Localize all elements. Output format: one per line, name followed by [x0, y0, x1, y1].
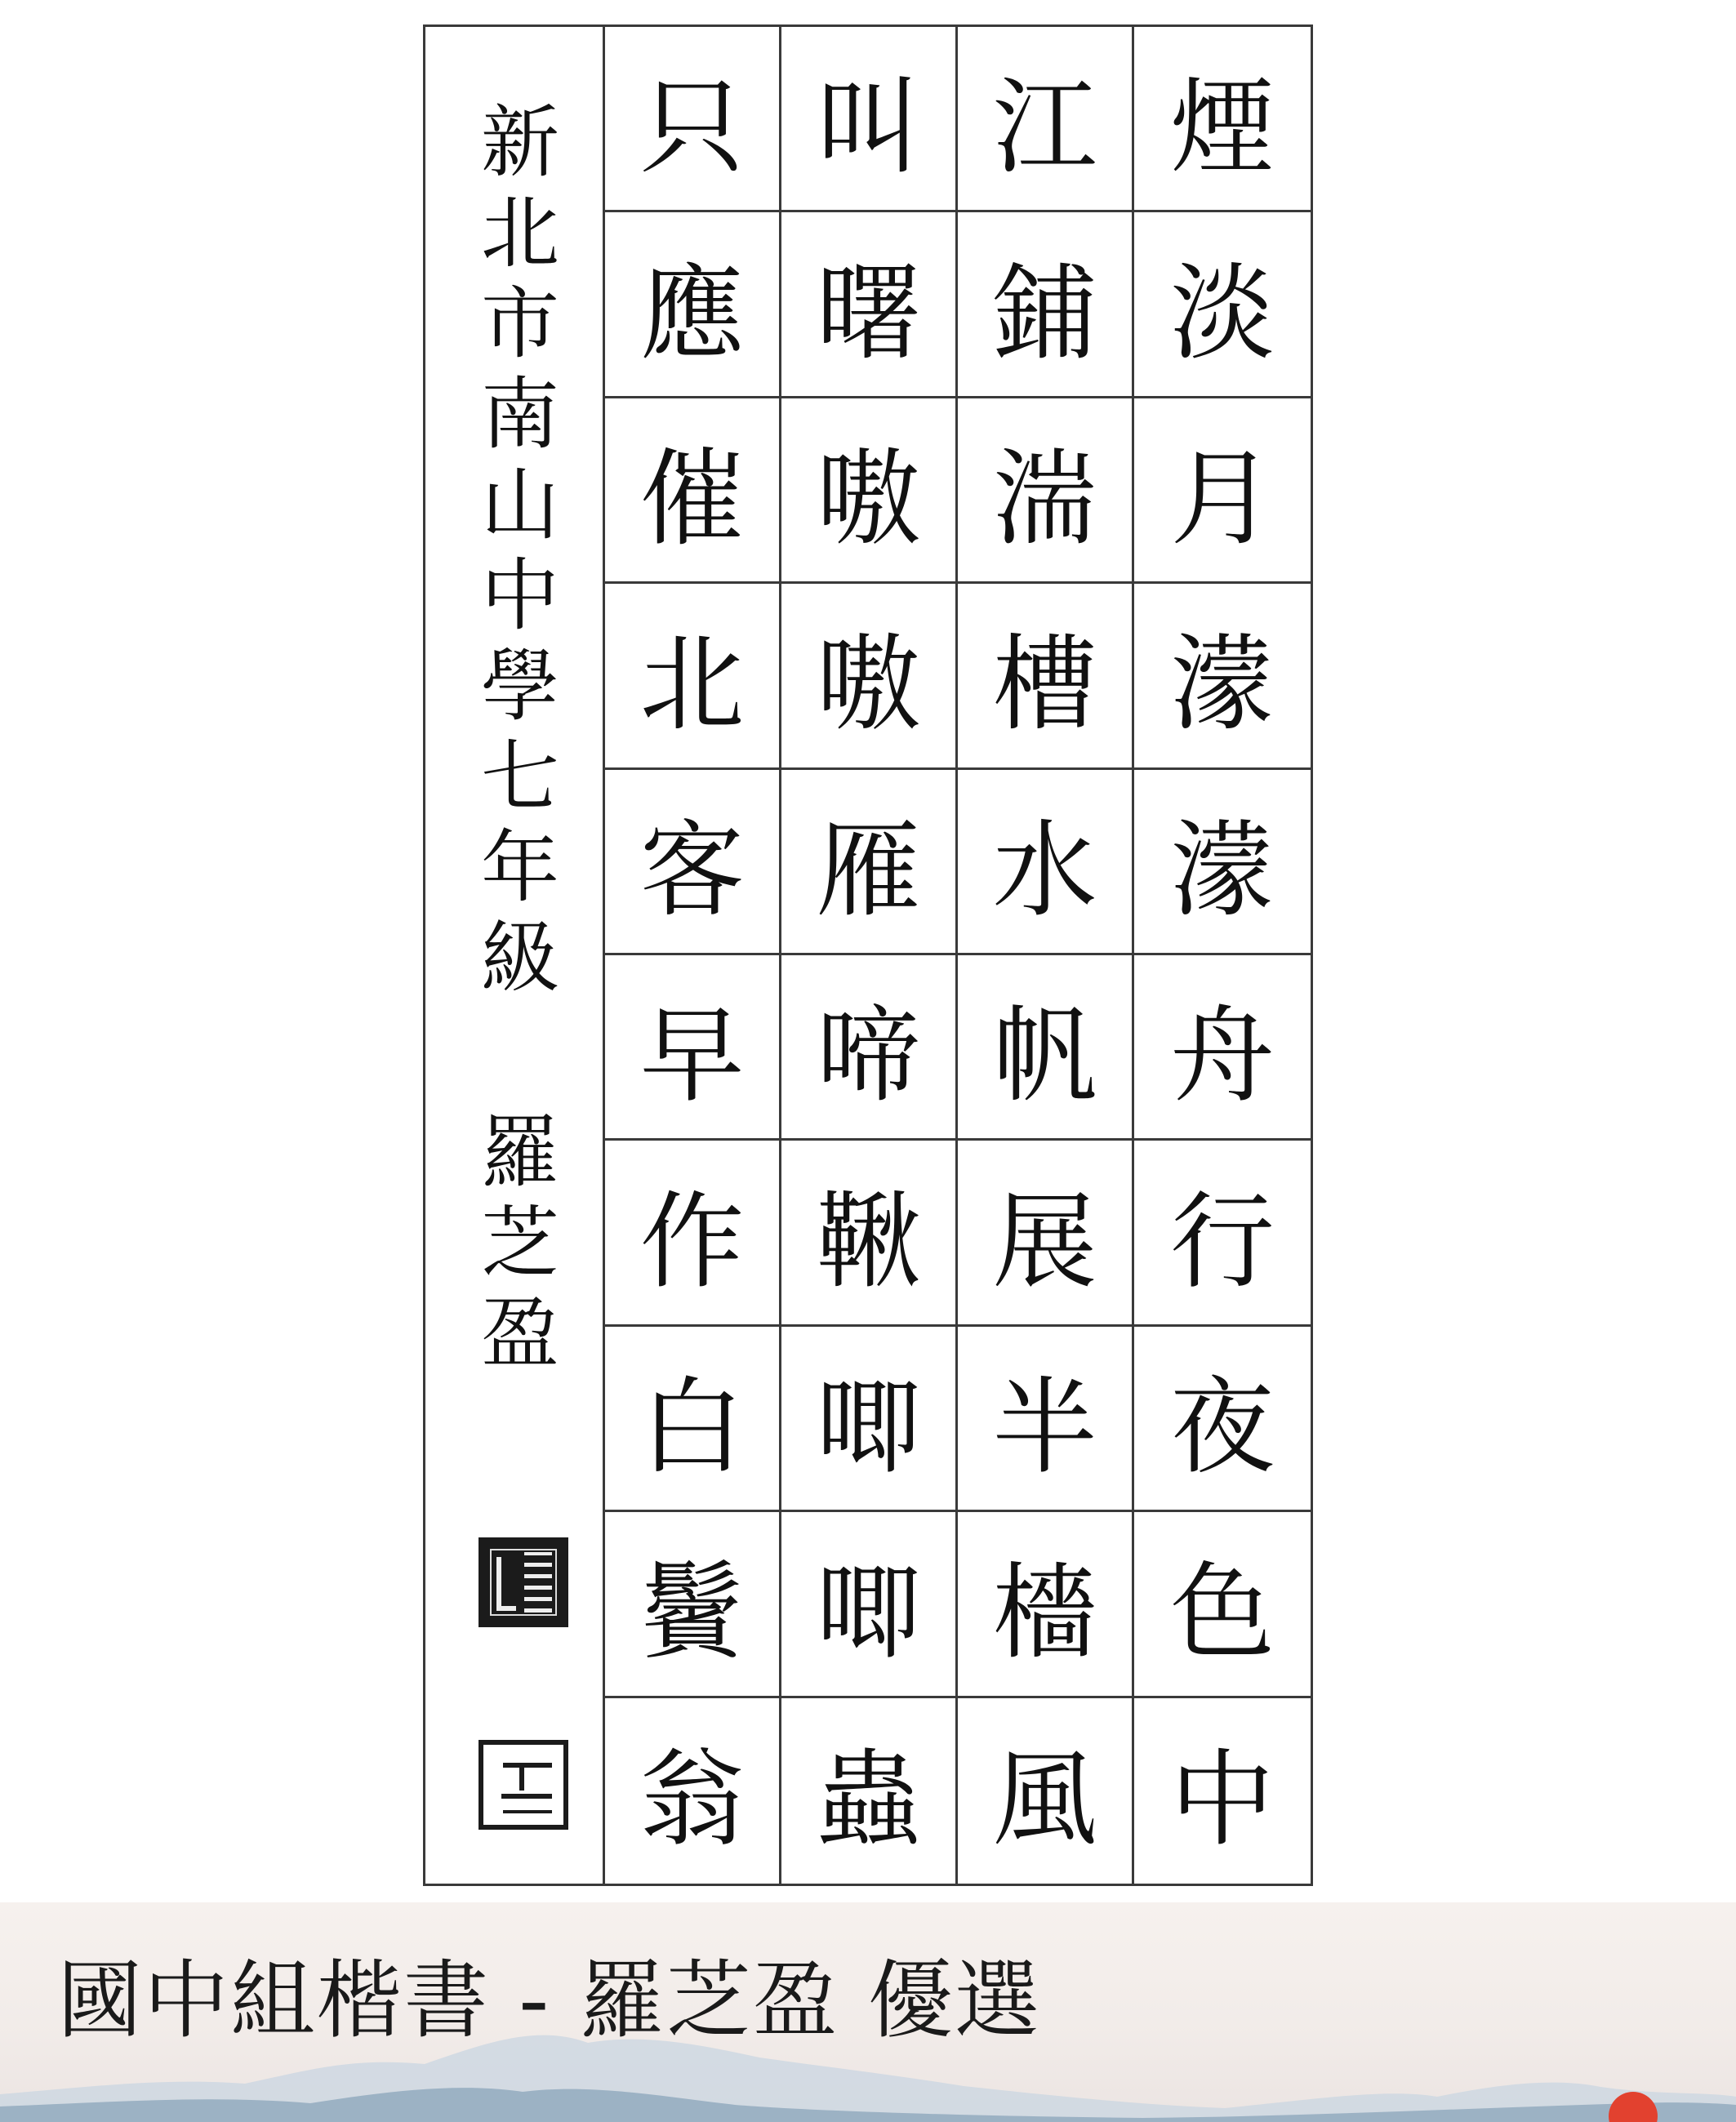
grid-character: 雁: [781, 770, 958, 955]
grid-character: 濛: [1134, 770, 1311, 955]
grid-character: 半: [958, 1327, 1134, 1512]
grid-character: 叫: [781, 27, 958, 212]
grid-character: 啼: [781, 955, 958, 1141]
grid-character: 行: [1134, 1141, 1311, 1326]
grid-character: 槽: [958, 584, 1134, 769]
grid-character: 唧: [781, 1327, 958, 1512]
grid-character: 鋪: [958, 212, 1134, 398]
grid-character: 煙: [1134, 27, 1311, 212]
grid-character: 展: [958, 1141, 1134, 1326]
grid-character: 帆: [958, 955, 1134, 1141]
grid-character: 客: [605, 770, 781, 955]
grid-character: 中: [1169, 1739, 1275, 1862]
grid-character: 催: [605, 398, 781, 584]
grid-character: 翁: [605, 1698, 781, 1884]
grid-character: 蟲: [781, 1698, 958, 1884]
seal-stamp-given-name: [479, 1740, 568, 1830]
caption-title: 國中組楷書 - 羅芝盈 優選: [57, 1951, 1041, 2050]
grid-character: 應: [605, 212, 781, 398]
calligraphy-sheet: [423, 24, 1313, 1886]
grid-character: 曙: [781, 212, 958, 398]
inscription-column: [425, 27, 605, 1884]
grid-character: 湍: [958, 398, 1134, 584]
caption-banner: [0, 1902, 1736, 2122]
grid-character: 作: [605, 1141, 781, 1326]
grid-character: 夜: [1134, 1327, 1311, 1512]
inscription-text: 新北市南山中學七年級 羅芝盈: [468, 100, 560, 1382]
grid-character: 淡: [1134, 212, 1311, 398]
seal-stamp-name: [479, 1537, 568, 1627]
grid-character: 白: [605, 1327, 781, 1512]
grid-character: 北: [605, 584, 781, 769]
grid-character: 嗷: [781, 584, 958, 769]
grid-character: 色: [1134, 1512, 1311, 1697]
grid-character: 鬢: [605, 1512, 781, 1697]
grid-character: 只: [605, 27, 781, 212]
grid-character: 早: [605, 955, 781, 1141]
grid-character: 唧: [781, 1512, 958, 1697]
character-grid: [605, 27, 1311, 1884]
grid-character: 月: [1134, 398, 1311, 584]
grid-character: 濛: [1134, 584, 1311, 769]
grid-character: 風: [958, 1698, 1134, 1884]
grid-character: 舟: [1134, 955, 1311, 1141]
grid-character: 嗷: [781, 398, 958, 584]
grid-character: 鞦: [781, 1141, 958, 1326]
grid-character: 檣: [958, 1512, 1134, 1697]
grid-character: 水: [958, 770, 1134, 955]
grid-character: 江: [958, 27, 1134, 212]
